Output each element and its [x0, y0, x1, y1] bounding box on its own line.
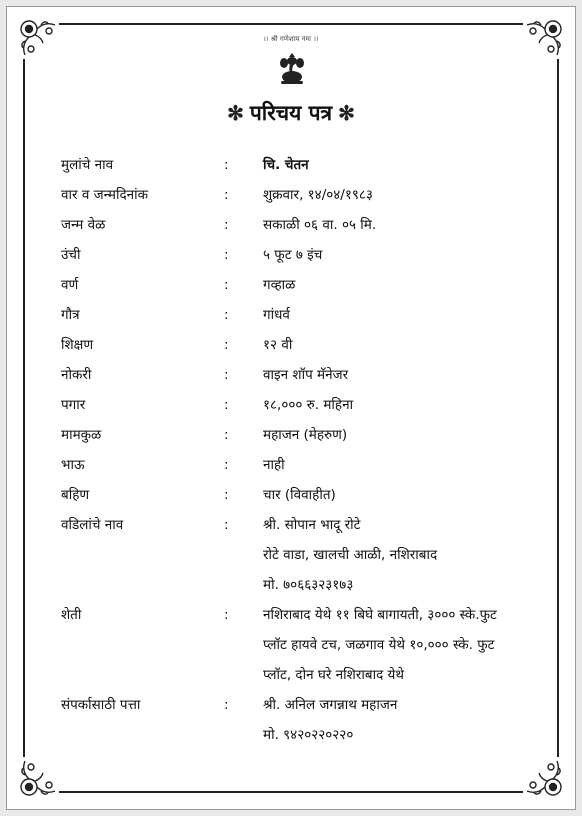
separator-colon: :: [224, 157, 229, 173]
field-value: [263, 240, 561, 270]
field-value-line: नशिराबाद येथे ११ बिघे बागायती, ३००० स्के.फुट: [263, 607, 497, 623]
asterisk-ornament-icon: ✻: [227, 101, 244, 125]
detail-row: [61, 420, 561, 450]
field-value: [263, 360, 561, 390]
field-value: [263, 180, 561, 210]
invocation-line: ।। श्री गणेशाय नमः ।।: [263, 35, 319, 43]
field-value: [263, 690, 561, 750]
field-label: पगार: [61, 397, 86, 413]
field-value: [263, 210, 561, 240]
field-value-line: गांधर्व: [263, 307, 290, 323]
detail-row: [61, 450, 561, 480]
separator-colon: :: [224, 277, 229, 293]
field-value-line: महाजन (मेहरुण): [263, 427, 348, 443]
field-value: [263, 510, 561, 600]
field-label: नोकरी: [61, 367, 92, 383]
separator-colon: :: [224, 457, 229, 473]
field-label: गौत्र: [61, 307, 80, 323]
detail-row: [61, 330, 561, 360]
detail-row: [61, 180, 561, 210]
separator-colon: :: [224, 427, 229, 443]
separator-colon: :: [224, 607, 229, 623]
field-value-line: श्री. अनिल जगन्नाथ महाजन: [263, 697, 398, 713]
field-value-line: वाइन शॉप मॅनेजर: [263, 367, 349, 383]
separator-colon: :: [224, 397, 229, 413]
field-value-line: गव्हाळ: [263, 277, 296, 293]
field-value: [263, 420, 561, 450]
detail-row: [61, 390, 561, 420]
biodata-sheet: [6, 6, 576, 810]
field-value: [263, 390, 561, 420]
field-label: मुलांचे नाव: [61, 157, 114, 173]
detail-row: [61, 210, 561, 240]
detail-row: [61, 600, 561, 690]
field-label: शेती: [61, 607, 82, 623]
detail-row: [61, 510, 561, 600]
detail-row: [61, 300, 561, 330]
field-label: बहिण: [61, 487, 90, 503]
separator-colon: :: [224, 697, 229, 713]
ganesha-icon: [277, 51, 307, 85]
page-title: [7, 99, 575, 127]
field-label: उंची: [61, 247, 81, 263]
field-value-line: १८,००० रु. महिना: [263, 397, 354, 413]
field-value-line: चि. चेतन: [263, 157, 309, 173]
field-value-line: मो. ७०६६३२३१७३: [263, 577, 354, 593]
floral-corner-ornament-icon: [523, 757, 567, 801]
field-value-line: प्लॉट, दोन घरे नशिराबाद येथे: [263, 667, 404, 683]
field-value: [263, 450, 561, 480]
field-value-line: सकाळी ०६ वा. ०५ मि.: [263, 217, 377, 233]
separator-colon: :: [224, 337, 229, 353]
field-value: [263, 270, 561, 300]
separator-colon: :: [224, 367, 229, 383]
separator-colon: :: [224, 517, 229, 533]
field-value-line: १२ वी: [263, 337, 293, 353]
detail-row: [61, 270, 561, 300]
separator-colon: :: [224, 247, 229, 263]
detail-row: [61, 480, 561, 510]
field-value-line: शुक्रवार, १४/०४/१९८३: [263, 187, 373, 203]
field-label: मामकुळ: [61, 427, 102, 443]
field-value: [263, 300, 561, 330]
detail-row: [61, 360, 561, 390]
field-value: [263, 150, 561, 180]
field-label: शिक्षण: [61, 337, 94, 353]
field-value: [263, 600, 561, 690]
field-value-line: चार (विवाहीत): [263, 487, 336, 503]
field-label: वर्ण: [61, 277, 79, 293]
floral-corner-ornament-icon: [15, 757, 59, 801]
field-value-line: ५ फूट ७ इंच: [263, 247, 323, 263]
detail-row: [61, 240, 561, 270]
field-label: वार व जन्मदिनांक: [61, 187, 149, 203]
field-value-line: श्री. सोपान भादू रोटे: [263, 517, 361, 533]
asterisk-ornament-icon: ✻: [338, 101, 355, 125]
field-label: भाऊ: [61, 457, 85, 473]
field-value-line: नाही: [263, 457, 285, 473]
biodata-details: [61, 150, 561, 750]
title-text: परिचय पत्र: [249, 100, 333, 125]
field-value: [263, 330, 561, 360]
separator-colon: :: [224, 217, 229, 233]
separator-colon: :: [224, 307, 229, 323]
field-value: [263, 480, 561, 510]
field-label: वडिलांचे नाव: [61, 517, 124, 533]
field-value-line: प्लॉट हायवे टच, जळगाव येथे १०,००० स्के. फुट: [263, 637, 495, 653]
field-label: संपर्कासाठी पत्ता: [61, 697, 141, 713]
separator-colon: :: [224, 187, 229, 203]
detail-row: [61, 150, 561, 180]
field-label: जन्म वेळ: [61, 217, 106, 233]
field-value-line: रोटे वाडा, खालची आळी, नशिराबाद: [263, 547, 438, 563]
separator-colon: :: [224, 487, 229, 503]
detail-row: [61, 690, 561, 750]
field-value-line: मो. ९४२०२२०२२०: [263, 727, 354, 743]
